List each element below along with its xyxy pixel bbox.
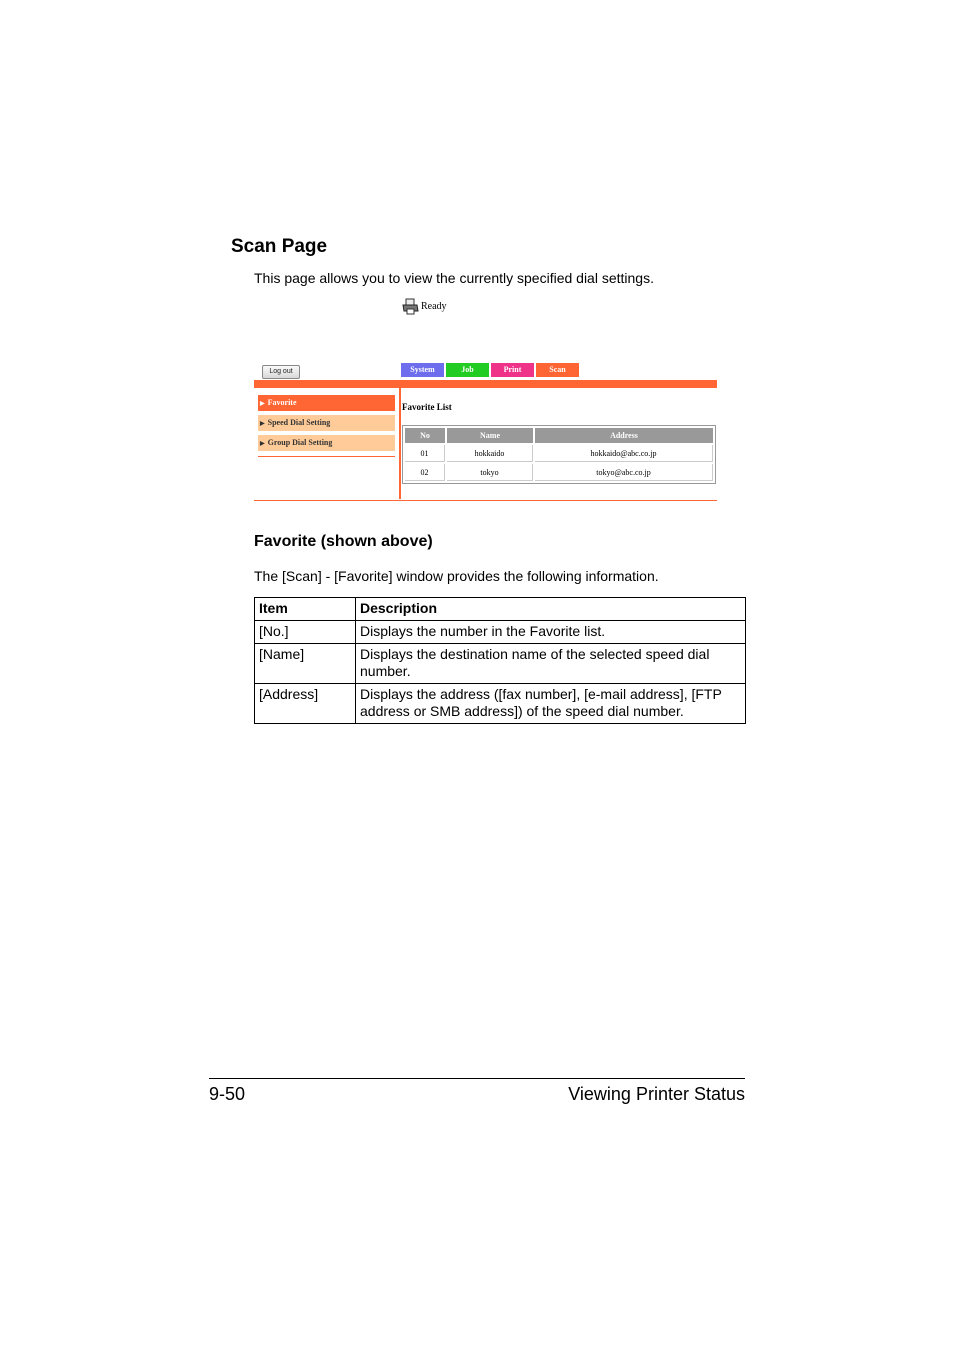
favorite-list-title: Favorite List	[402, 402, 452, 412]
cell-address: tokyo@abc.co.jp	[535, 464, 713, 481]
status-text: Ready	[421, 301, 447, 312]
table-row	[405, 464, 713, 481]
menu-item-label: Favorite	[267, 398, 297, 407]
header-bar	[254, 380, 717, 388]
footer-rule	[209, 1078, 745, 1079]
column-header-address: Address	[535, 428, 713, 443]
side-menu	[258, 395, 395, 455]
description-cell: Displays the address ([fax number], [e-mail address], [FTP address or SMB address]) of the speed dial number.	[356, 684, 746, 724]
status-indicator	[402, 298, 447, 315]
tab-print[interactable]: Print	[491, 363, 534, 377]
intro-text: This page allows you to view the currently specified dial settings.	[254, 270, 654, 286]
cell-address: hokkaido@abc.co.jp	[535, 445, 713, 462]
column-divider	[399, 388, 401, 499]
arrow-icon: ▶	[260, 421, 265, 427]
header-description: Description	[356, 598, 746, 621]
favorite-list-table	[402, 425, 716, 484]
section-title: Favorite (shown above)	[254, 533, 433, 550]
menu-item-speed-dial[interactable]	[258, 415, 395, 431]
arrow-icon: ▶	[260, 441, 265, 447]
menu-divider	[258, 456, 395, 457]
tab-job[interactable]: Job	[446, 363, 489, 377]
table-row	[405, 445, 713, 462]
logout-button[interactable]: Log out	[262, 365, 300, 379]
menu-item-group-dial[interactable]	[258, 435, 395, 451]
cell-name[interactable]: tokyo	[447, 464, 533, 481]
cell-no: 01	[405, 445, 445, 462]
arrow-icon: ▶	[260, 401, 265, 407]
tab-system[interactable]: System	[401, 363, 444, 377]
table-row	[255, 644, 746, 684]
table-row	[255, 684, 746, 724]
menu-item-label: Group Dial Setting	[267, 438, 333, 447]
printer-icon	[402, 298, 419, 315]
menu-item-favorite[interactable]	[258, 395, 395, 411]
description-cell: Displays the number in the Favorite list.	[356, 621, 746, 644]
page-number: 9-50	[209, 1084, 246, 1104]
info-table	[254, 597, 746, 724]
column-header-name: Name	[447, 428, 533, 443]
cell-name[interactable]: hokkaido	[447, 445, 533, 462]
column-header-no: No	[405, 428, 445, 443]
cell-no: 02	[405, 464, 445, 481]
tab-scan[interactable]: Scan	[536, 363, 579, 377]
header-item: Item	[255, 598, 356, 621]
section-intro: The [Scan] - [Favorite] window provides the following information.	[254, 568, 659, 584]
menu-item-label: Speed Dial Setting	[267, 418, 331, 427]
tab-bar	[401, 363, 579, 377]
footer-divider	[254, 500, 717, 501]
page-title: Scan Page	[231, 236, 328, 257]
scan-page-screenshot	[254, 296, 718, 506]
item-cell: [Address]	[255, 684, 356, 724]
description-cell: Displays the destination name of the selected speed dial number.	[356, 644, 746, 684]
table-row	[255, 621, 746, 644]
chapter-title: Viewing Printer Status	[568, 1084, 745, 1104]
item-cell: [No.]	[255, 621, 356, 644]
item-cell: [Name]	[255, 644, 356, 684]
